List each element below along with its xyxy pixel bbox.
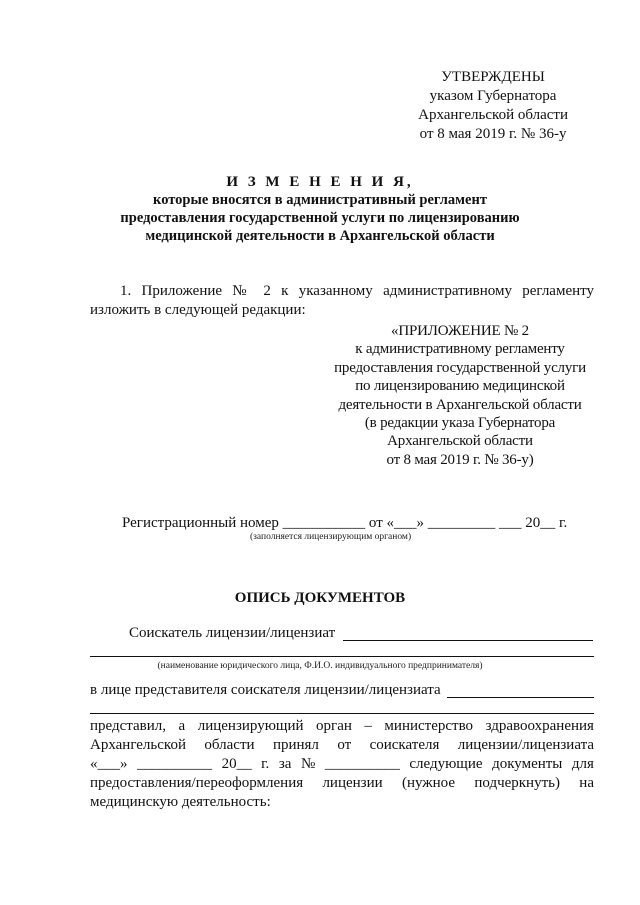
appendix-line: к административному регламенту — [355, 341, 565, 358]
body-word: соискателя — [369, 737, 440, 753]
body-word: на — [579, 775, 594, 791]
appendix-line: деятельности в Архангельской области — [338, 396, 582, 413]
body-word: 20__ — [221, 756, 252, 772]
representative-label: в лице представителя соискателя лицензии/лицензиата — [90, 682, 441, 698]
applicant-name-line — [90, 656, 594, 657]
paragraph-1 — [90, 282, 594, 320]
inventory-title: ОПИСЬ ДОКУМЕНТОВ — [234, 590, 406, 606]
body-row — [90, 755, 594, 774]
body-word: следующие — [409, 756, 483, 772]
paragraph-1-text: 1. Приложение № 2 к указанному административному регламенту изложить в следующей редакции: — [90, 283, 594, 318]
body-word: области — [204, 737, 255, 753]
body-row — [90, 736, 594, 755]
body-word: здравоохранения — [485, 718, 594, 734]
document-title — [60, 173, 580, 245]
inventory-body — [90, 717, 594, 812]
representative-field-line — [447, 697, 594, 698]
body-word: от — [337, 737, 352, 753]
approval-line: от 8 мая 2019 г. № 36-у — [419, 126, 567, 142]
body-word: «___» — [90, 756, 128, 772]
body-word: г. — [261, 756, 270, 772]
body-word: лицензии — [322, 775, 383, 791]
body-row-text: медицинскую деятельность: — [90, 794, 271, 810]
body-word: министерство — [384, 718, 474, 734]
body-word: для — [571, 756, 594, 772]
body-word: документы — [492, 756, 563, 772]
appendix-line: по лицензированию медицинской — [355, 378, 565, 395]
body-word: лицензии/лицензиата — [457, 737, 594, 753]
body-word: __________ — [137, 756, 213, 772]
appendix-line: Архангельской области — [387, 433, 533, 450]
applicant-note: (наименование юридического лица, Ф.И.О. индивидуального предпринимателя) — [157, 661, 483, 671]
body-word: принял — [272, 737, 319, 753]
applicant-field-line — [343, 640, 593, 641]
body-word: лицензирующий — [197, 718, 304, 734]
approval-line: УТВЕРЖДЕНЫ — [441, 69, 545, 85]
body-word: предоставления/переоформления — [90, 775, 304, 791]
approval-block — [418, 68, 568, 144]
body-word: подчеркнуть) — [474, 775, 560, 791]
appendix-line: предоставления государственной услуги — [334, 359, 586, 376]
body-word: орган — [316, 718, 352, 734]
appendix-line: от 8 мая 2019 г. № 36-у) — [386, 451, 534, 468]
appendix-line: «ПРИЛОЖЕНИЕ № 2 — [391, 323, 529, 339]
title-line: медицинской деятельности в Архангельской области — [145, 228, 495, 244]
appendix-header — [325, 322, 595, 469]
body-row — [90, 717, 594, 736]
body-word: (нужное — [401, 775, 456, 791]
body-word: – — [364, 718, 372, 734]
title-heading: И З М Е Н Е Н И Я, — [226, 174, 414, 190]
registration-note: (заполняется лицензирующим органом) — [250, 532, 412, 542]
applicant-label: Соискатель лицензии/лицензиат — [129, 625, 336, 641]
body-word: Архангельской — [90, 737, 186, 753]
title-line: которые вносятся в административный регламент — [153, 192, 487, 208]
representative-name-line — [90, 713, 594, 714]
registration-number-line: Регистрационный номер ___________ от «___» _________ ___ 20__ г. — [122, 515, 568, 531]
body-word: представил, — [90, 718, 167, 734]
approval-line: указом Губернатора — [429, 88, 557, 104]
title-line: предоставления государственной услуги по лицензированию — [120, 210, 520, 226]
body-row — [90, 793, 594, 812]
body-word: № — [300, 756, 316, 772]
body-word: а — [178, 718, 186, 734]
approval-line: Архангельской области — [418, 107, 568, 123]
body-word: __________ — [324, 756, 400, 772]
appendix-line: (в редакции указа Губернатора — [364, 415, 556, 432]
body-row — [90, 774, 594, 793]
body-word: за — [278, 756, 292, 772]
